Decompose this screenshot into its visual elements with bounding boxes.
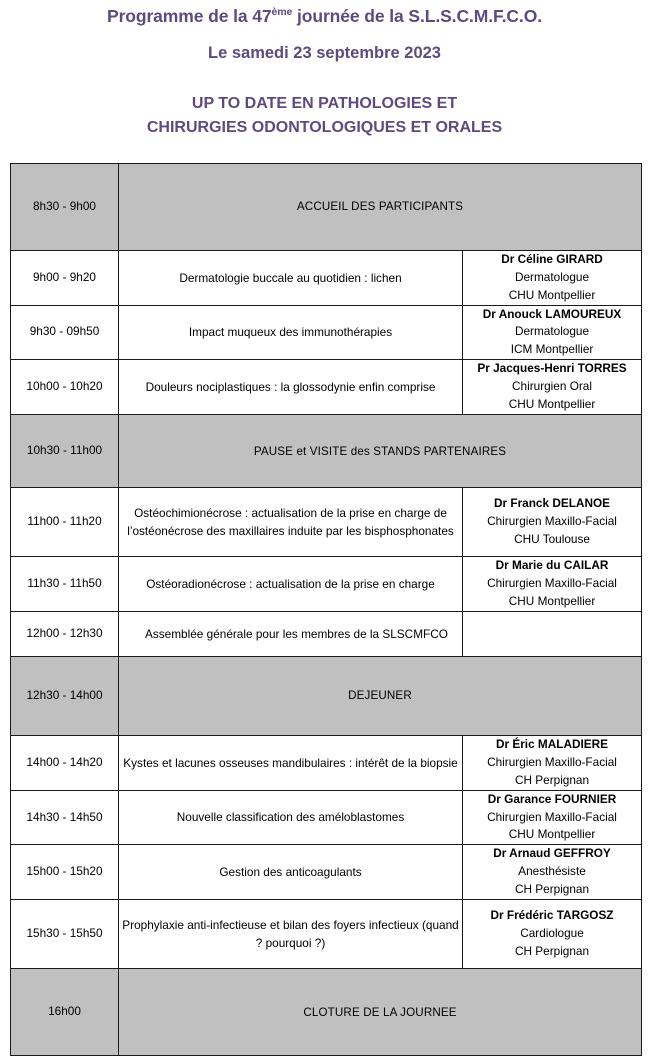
speaker-name: Dr Anouck LAMOUREUX [482, 306, 622, 321]
speaker-institution: CHU Montpellier [508, 397, 596, 412]
page-title-ordinal-suffix: ème [271, 6, 293, 19]
schedule-table [10, 163, 642, 1056]
schedule-time: 16h00 [11, 969, 119, 1056]
event-date: Le samedi 23 septembre 2023 [208, 44, 441, 63]
speaker-role: Dermatologue [514, 324, 590, 339]
schedule-container [0, 163, 649, 1056]
speaker-role: Chirurgien Maxillo-Facial [487, 575, 617, 590]
speaker-role: Anesthésiste [518, 864, 586, 879]
speaker-role: Chirurgien Maxillo-Facial [487, 809, 617, 824]
schedule-banner-label: PAUSE et VISITE des STANDS PARTENAIRES [119, 415, 642, 488]
table-row [11, 415, 642, 488]
schedule-topic: Douleurs nociplastiques : la glossodynie enfin comprise [119, 360, 463, 415]
schedule-time: 14h30 - 14h50 [11, 790, 119, 845]
speaker-institution: CHU Montpellier [508, 827, 596, 842]
speaker-role: Chirurgien Maxillo-Facial [487, 514, 617, 529]
schedule-time: 12h30 - 14h00 [11, 656, 119, 735]
schedule-time: 9h30 - 09h50 [11, 305, 119, 360]
schedule-speaker [463, 250, 642, 305]
speaker-institution: CH Perpignan [514, 944, 590, 959]
schedule-banner-label: DEJEUNER [119, 656, 642, 735]
speaker-institution: ICM Montpellier [510, 342, 594, 357]
schedule-speaker [463, 900, 642, 969]
table-row [11, 611, 642, 656]
schedule-speaker [463, 790, 642, 845]
schedule-speaker [463, 735, 642, 790]
schedule-time: 10h00 - 10h20 [11, 360, 119, 415]
table-row [11, 163, 642, 250]
schedule-time: 10h30 - 11h00 [11, 415, 119, 488]
table-row [11, 305, 642, 360]
table-row [11, 845, 642, 900]
page-header [0, 0, 649, 139]
schedule-time: 11h00 - 11h20 [11, 488, 119, 557]
table-row [11, 488, 642, 557]
event-theme-line-1: UP TO DATE EN PATHOLOGIES ET [191, 95, 458, 113]
schedule-time: 15h00 - 15h20 [11, 845, 119, 900]
speaker-name: Pr Jacques-Henri TORRES [477, 361, 627, 376]
schedule-speaker [463, 305, 642, 360]
schedule-time: 9h00 - 9h20 [11, 250, 119, 305]
speaker-name: Dr Céline GIRARD [501, 251, 603, 266]
schedule-topic: Ostéoradionécrose : actualisation de la prise en charge [119, 557, 463, 612]
schedule-topic: Assemblée générale pour les membres de la SLSCMFCO [119, 611, 463, 656]
table-row [11, 900, 642, 969]
schedule-topic: Nouvelle classification des améloblastomes [119, 790, 463, 845]
schedule-topic: Impact muqueux des immunothérapies [119, 305, 463, 360]
schedule-banner-label: ACCUEIL DES PARTICIPANTS [119, 163, 642, 250]
schedule-topic: Dermatologie buccale au quotidien : lichen [119, 250, 463, 305]
speaker-name: Dr Frédéric TARGOSZ [490, 908, 614, 923]
speaker-role: Cardiologue [520, 926, 584, 941]
speaker-role: Chirurgien Maxillo-Facial [487, 754, 617, 769]
page-title [0, 7, 649, 26]
schedule-speaker [463, 845, 642, 900]
speaker-institution: CH Perpignan [514, 882, 590, 897]
schedule-topic: Kystes et lacunes osseuses mandibulaires : intérêt de la biopsie [119, 735, 463, 790]
schedule-topic: Ostéochimionécrose : actualisation de la prise en charge de l’ostéonécrose des maxillaires induite par les bisphosphonates [119, 488, 463, 557]
schedule-time: 15h30 - 15h50 [11, 900, 119, 969]
page-title-suffix: journée de la S.L.S.C.M.F.C.O. [292, 6, 542, 26]
table-row [11, 735, 642, 790]
table-row [11, 557, 642, 612]
event-theme [0, 62, 649, 138]
table-row [11, 360, 642, 415]
speaker-name: Dr Garance FOURNIER [487, 791, 617, 806]
event-theme-line-2: CHIRURGIES ODONTOLOGIQUES ET ORALES [146, 118, 503, 136]
table-row [11, 250, 642, 305]
speaker-institution: CHU Montpellier [508, 593, 596, 608]
schedule-topic: Prophylaxie anti-infectieuse et bilan des foyers infectieux (quand ? pourquoi ?) [119, 900, 463, 969]
speaker-name: Dr Marie du CAILAR [495, 558, 609, 573]
speaker-role: Dermatologue [514, 269, 590, 284]
speaker-role: Chirurgien Oral [512, 379, 592, 394]
table-row [11, 790, 642, 845]
schedule-speaker [463, 611, 642, 656]
speaker-institution: CHU Montpellier [508, 287, 596, 302]
table-row [11, 656, 642, 735]
page-title-prefix: Programme de la 47 [107, 6, 272, 26]
speaker-name: Dr Franck DELANOE [493, 496, 611, 511]
schedule-topic: Gestion des anticoagulants [119, 845, 463, 900]
table-row [11, 969, 642, 1056]
schedule-time: 8h30 - 9h00 [11, 163, 119, 250]
schedule-speaker [463, 360, 642, 415]
schedule-time: 11h30 - 11h50 [11, 557, 119, 612]
speaker-institution: CHU Toulouse [514, 532, 590, 547]
speaker-name: Dr Arnaud GEFFROY [493, 846, 611, 861]
schedule-speaker [463, 488, 642, 557]
speaker-institution: CH Perpignan [514, 772, 590, 787]
schedule-time: 14h00 - 14h20 [11, 735, 119, 790]
schedule-table-body [11, 163, 642, 1055]
speaker-name: Dr Éric MALADIERE [495, 736, 609, 751]
schedule-speaker [463, 557, 642, 612]
schedule-banner-label: CLOTURE DE LA JOURNEE [119, 969, 642, 1056]
schedule-time: 12h00 - 12h30 [11, 611, 119, 656]
